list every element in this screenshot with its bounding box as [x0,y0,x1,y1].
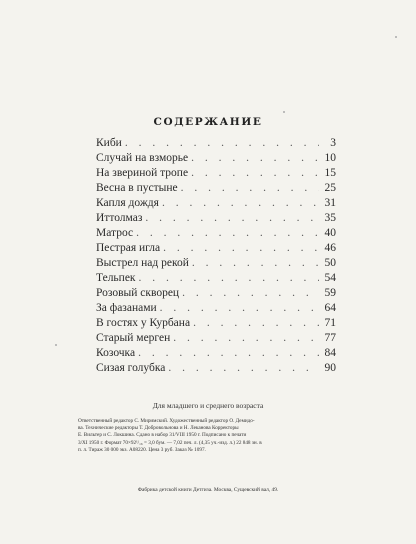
table-of-contents [96,136,336,376]
toc-entry [96,136,336,151]
toc-entry [96,181,336,196]
toc-leader-dots [181,181,319,196]
toc-entry-title: Иттолмаз [96,212,143,224]
imprint-line: 3/XI 1950 г. Формат 70×92¹/₁₆ = 3,0 бум. — 7,02 печ. л. (4,35 уч.-изд. л.) 22 848 зн. в [78,439,262,446]
toc-entry-page: 10 [324,152,336,164]
contents-heading: СОДЕРЖАНИЕ [153,116,263,128]
imprint-line: Е. Вильтер и С. Локшина. Сдано в набор 31/VIII 1950 г. Подписано к печати [78,432,247,439]
toc-entry [96,241,336,256]
toc-leader-dots [162,196,319,211]
toc-leader-dots [168,361,319,376]
toc-entry [96,316,336,331]
toc-entry-title: Матрос [96,227,134,239]
toc-entry-page: 59 [324,287,336,299]
toc-leader-dots [125,136,319,151]
toc-entry [96,346,336,361]
toc-leader-dots [182,286,319,301]
toc-entry [96,226,336,241]
toc-entry-title: Старый мерген [96,332,171,344]
toc-leader-dots [173,331,319,346]
toc-entry-page: 64 [324,302,336,314]
toc-entry-page: 77 [324,332,336,344]
paper-speck [55,344,57,346]
toc-entry-page: 15 [324,167,336,179]
printer-line: Фабрика детской книги Детгиза. Москва, Сущевский вал, 49. [137,487,279,493]
publication-imprint [78,418,350,454]
toc-entry [96,151,336,166]
imprint-line: ва. Технические редакторы Т. Добровольнова и Н. Леканова Корректоры [78,425,239,432]
toc-entry [96,286,336,301]
toc-entry-title: За фазанами [96,302,157,314]
paper-speck [395,36,397,38]
toc-leader-dots [191,166,319,181]
toc-entry-page: 50 [324,257,336,269]
toc-entry-page: 46 [324,242,336,254]
toc-leader-dots [139,271,319,286]
imprint-line: Ответственный редактор С. Миримский. Художественный редактор О. Демидо- [78,418,255,424]
toc-entry [96,271,336,286]
toc-entry-title: Пестрая игла [96,242,161,254]
toc-leader-dots [163,241,319,256]
toc-entry-title: Козочка [96,347,136,359]
toc-entry-page: 84 [324,347,336,359]
toc-entry [96,166,336,181]
toc-entry [96,301,336,316]
toc-entry [96,256,336,271]
paper-speck [283,111,285,113]
toc-entry [96,361,336,376]
audience-note: Для младшего и среднего возраста [152,401,264,410]
toc-entry-title: Случай на взморье [96,152,189,164]
toc-entry [96,211,336,226]
toc-entry-page: 71 [324,317,336,329]
toc-entry-title: Выстрел над рекой [96,257,189,269]
toc-leader-dots [191,151,319,166]
toc-entry-page: 40 [324,227,336,239]
toc-entry-page: 35 [324,212,336,224]
imprint-line: п. л. Тираж 30 000 экз. А08220. Цена 3 руб. Заказ № 1097. [78,446,206,453]
toc-entry-page: 31 [324,197,336,209]
toc-entry-title: Тельпек [96,272,136,284]
toc-entry-page: 54 [324,272,336,284]
toc-leader-dots [160,301,319,316]
toc-entry-title: Весна в пустыне [96,182,178,194]
toc-entry-title: Сизая голубка [96,362,166,374]
toc-leader-dots [193,316,319,331]
toc-leader-dots [138,346,319,361]
toc-entry-title: Капля дождя [96,197,159,209]
toc-leader-dots [136,226,319,241]
toc-entry-page: 90 [324,362,336,374]
toc-leader-dots [145,211,319,226]
toc-entry-title: Розовый скворец [96,287,180,299]
toc-entry-page: 25 [324,182,336,194]
toc-entry-title: Киби [96,137,122,149]
toc-entry-title: На звериной тропе [96,167,189,179]
toc-entry [96,196,336,211]
toc-entry-page: 3 [330,137,336,149]
toc-entry [96,331,336,346]
toc-entry-title: В гостях у Курбана [96,317,191,329]
toc-leader-dots [192,256,319,271]
